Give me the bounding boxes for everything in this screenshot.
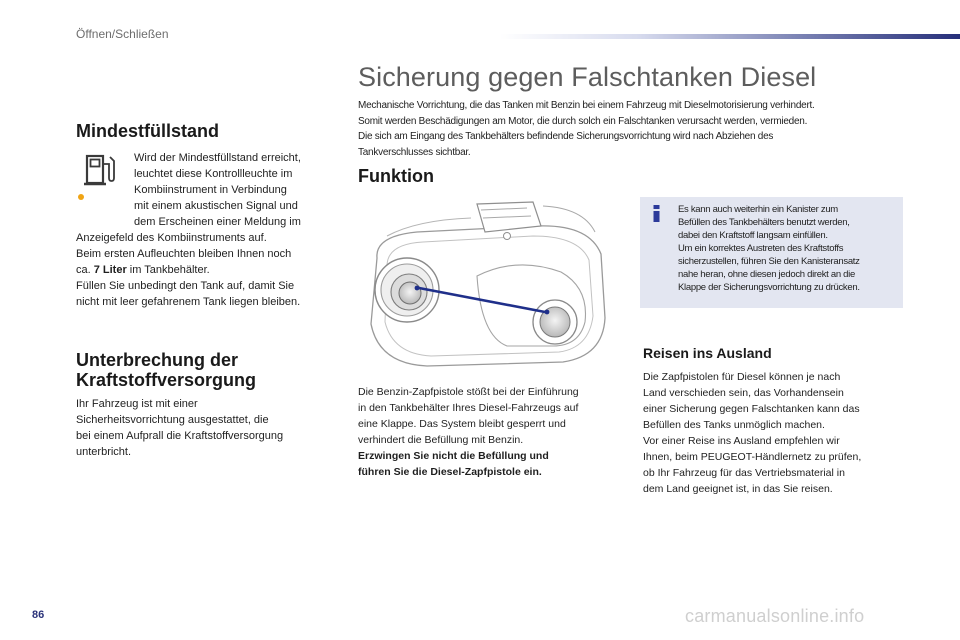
text-line: ca. 7 Liter im Tankbehälter. <box>76 264 210 276</box>
text-line: Beim ersten Aufleuchten bleiben Ihnen noch <box>76 248 292 260</box>
abroad-text <box>643 369 861 497</box>
text-line: mit einem akustischen Signal und <box>134 200 298 212</box>
interrupt-heading: Unterbrechung der Kraftstoffversorgung <box>76 350 257 390</box>
text-line: Kombiinstrument in Verbindung <box>134 184 287 196</box>
text-line: eine Klappe. Das System bleibt gesperrt und <box>358 418 566 430</box>
page-number: 86 <box>32 609 45 621</box>
text-line: Die Benzin-Zapfpistole stößt bei der Einführung <box>358 386 579 398</box>
text-line: nahe heran, ohne diesen jedoch direkt an die <box>678 269 855 280</box>
text-line: Ihr Fahrzeug ist mit einer <box>76 398 198 410</box>
info-icon <box>652 205 661 222</box>
watermark: carmanualsonline.info <box>685 606 865 626</box>
text-line: Vor einer Reise ins Ausland empfehlen wir <box>643 435 840 447</box>
text-line: dem Land geeignet ist, in das Sie reisen. <box>643 483 833 495</box>
text-line: Wird der Mindestfüllstand erreicht, <box>134 152 301 164</box>
text-line: Tankverschlusses sichtbar. <box>358 146 471 158</box>
text-line: Es kann auch weiterhin ein Kanister zum <box>678 204 838 215</box>
text-line: Somit werden Beschädigungen am Motor, die durch solch ein Falschtanken verursacht werden, vermieden. <box>358 115 808 127</box>
intro-text <box>358 98 815 160</box>
info-text <box>678 203 900 294</box>
warning-lamp-dot <box>78 194 84 200</box>
text-line: dabei den Kraftstoff langsam einfüllen. <box>678 230 828 241</box>
text-line: Anzeigefeld des Kombiinstruments auf. <box>76 232 267 244</box>
function-text <box>358 384 579 480</box>
header-rule <box>500 34 960 39</box>
abroad-heading: Reisen ins Ausland <box>643 345 772 361</box>
fuel-reserve-value: 7 Liter <box>93 264 127 276</box>
text-line: Klappe der Sicherungsvorrichtung zu drücken. <box>678 282 860 293</box>
text-line: bei einem Aufprall die Kraftstoffversorgung <box>76 430 284 442</box>
page-title: Sicherung gegen Falschtanken Diesel <box>358 62 817 92</box>
text-line: Mechanische Vorrichtung, die das Tanken mit Benzin bei einem Fahrzeug mit Dieselmotorisierung verhindert. <box>358 100 815 111</box>
text-line: ob Ihr Fahrzeug für das Vertriebsmaterial in <box>643 467 845 479</box>
text-line: unterbricht. <box>76 446 132 458</box>
text-line: einer Sicherung gegen Falschtanken kann das <box>643 403 860 415</box>
text-line-bold: Erzwingen Sie nicht die Befüllung und <box>358 450 549 462</box>
min-fuel-heading: Mindestfüllstand <box>76 121 219 141</box>
interrupt-text <box>76 396 283 460</box>
function-heading: Funktion <box>358 166 434 186</box>
min-fuel-text <box>76 230 300 310</box>
text-line: Füllen Sie unbedingt den Tank auf, damit Sie <box>76 280 295 292</box>
min-fuel-text-indented <box>134 150 301 230</box>
text-line: sicherzustellen, führen Sie den Kanisteransatz <box>678 256 860 267</box>
text-line: Die sich am Eingang des Tankbehälters befindende Sicherungsvorrichtung wird nach Abziehen des <box>358 131 774 142</box>
text-line: Ihnen, beim PEUGEOT-Händlernetz zu prüfen, <box>643 451 862 463</box>
text-line: Die Zapfpistolen für Diesel können je nach <box>643 371 841 383</box>
text-line: verhindert die Befüllung mit Benzin. <box>358 434 524 446</box>
fuel-filler-illustration <box>357 196 625 370</box>
text-line: Befüllen des Tanks unmöglich machen. <box>643 419 825 431</box>
text-line: leuchtet diese Kontrollleuchte im <box>134 168 293 180</box>
text-line: in den Tankbehälter Ihres Diesel-Fahrzeugs auf <box>358 402 579 414</box>
section-label: Öffnen/Schließen <box>76 27 169 41</box>
text-line: Befüllen des Tankbehälters benutzt werden, <box>678 217 850 228</box>
text-line: Um ein korrektes Austreten des Kraftstoffs <box>678 243 844 254</box>
fuel-pump-icon <box>84 151 116 189</box>
text-line: dem Erscheinen einer Meldung im <box>134 216 301 228</box>
text-line-bold: führen Sie die Diesel-Zapfpistole ein. <box>358 466 542 478</box>
text-line: Sicherheitsvorrichtung ausgestattet, die <box>76 414 269 426</box>
text-line: nicht mit leer gefahrenem Tank liegen bleiben. <box>76 296 301 308</box>
text-line: Land verschieden sein, das Vorhandensein <box>643 387 844 399</box>
